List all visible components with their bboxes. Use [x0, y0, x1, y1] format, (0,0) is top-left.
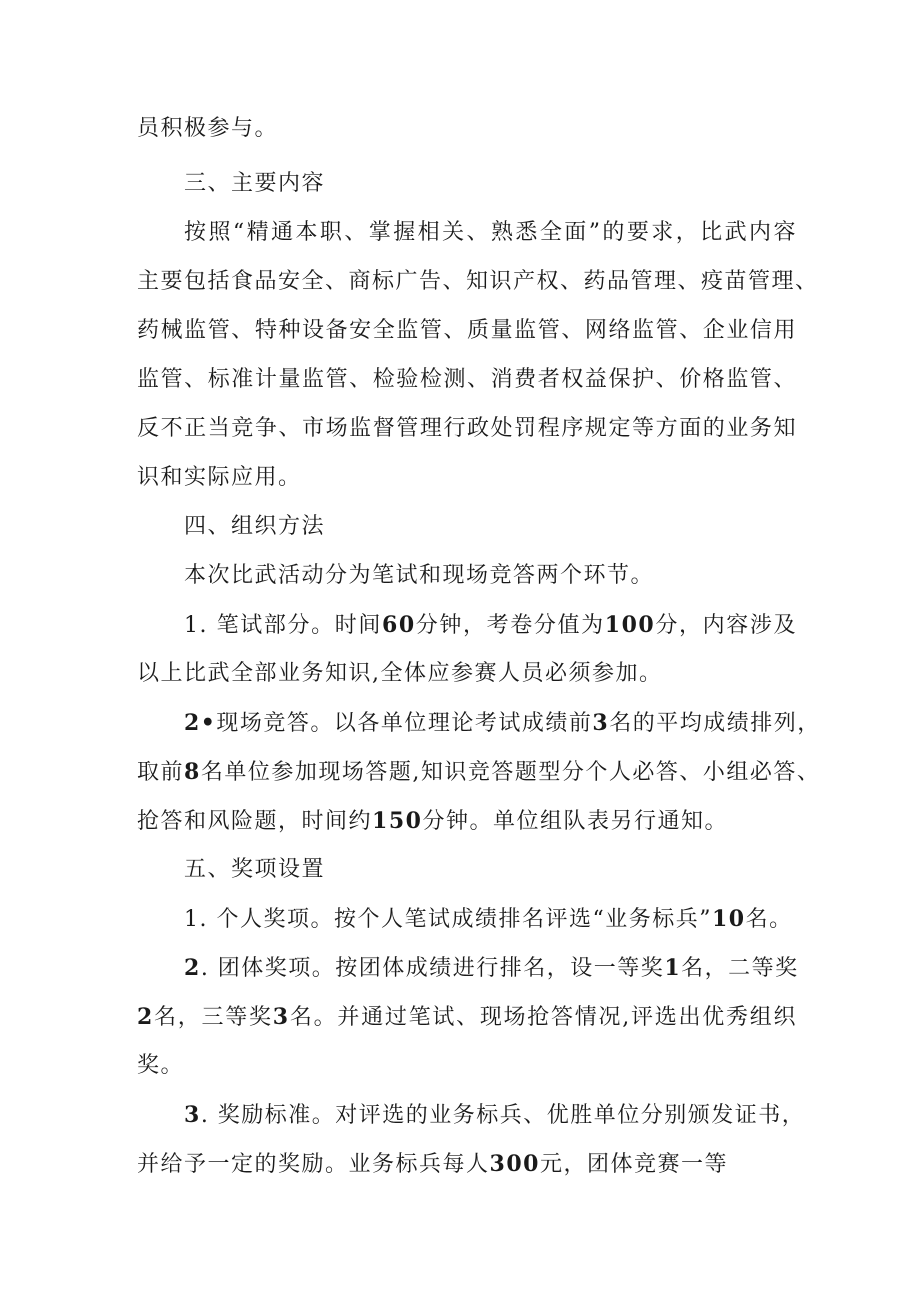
text-line [184, 561, 797, 591]
text-line [137, 1002, 797, 1032]
bold-number: 2 [137, 1004, 154, 1030]
bold-number: 3 [272, 1004, 290, 1030]
text-line [137, 806, 797, 836]
text: 识和实际应用。 [137, 465, 302, 490]
text-line [184, 1100, 806, 1130]
text: 以上比武全部业务知识,全体应参赛人员必须参加。 [137, 661, 663, 686]
text-line [137, 659, 797, 689]
bold-number: 60 [382, 612, 416, 638]
text-line [137, 114, 797, 144]
bold-number: 10 [711, 906, 746, 932]
text-line [184, 708, 821, 738]
text: . 团体奖项。按团体成绩进行排名，设一等奖 [200, 956, 665, 981]
heading-text: 三、主要内容 [184, 171, 326, 196]
bold-number: 150 [372, 808, 423, 834]
text: 名单位参加现场答题,知识竞答题型分个人必答、小组必答、 [200, 760, 821, 785]
text-line [137, 414, 797, 444]
text: 名，二等奖 [681, 956, 799, 981]
section-heading [184, 855, 797, 885]
text: 按照“精通本职、掌握相关、熟悉全面”的要求，比武内容 [184, 220, 797, 245]
bold-number: 1 [664, 955, 682, 981]
text: 取前 [137, 760, 185, 785]
text: 分钟。单位组队表另行通知。 [422, 809, 728, 834]
text-line [137, 365, 797, 395]
text: 奖。 [137, 1053, 185, 1078]
text: 分钟，考卷分值为 [415, 613, 605, 638]
text: 名。并通过笔试、现场抢答情况,评选出优秀组织 [289, 1005, 797, 1030]
text: 名。 [745, 907, 793, 932]
text: 分，内容涉及 [655, 613, 797, 638]
text-line [184, 953, 797, 983]
section-heading [184, 169, 797, 199]
bold-number: 3 [592, 710, 610, 736]
text-line [137, 316, 797, 346]
text-line [184, 610, 797, 640]
text-line [137, 267, 819, 297]
text: 员积极参与。 [137, 116, 279, 141]
bold-number: 8 [184, 759, 201, 785]
heading-text: 四、组织方法 [184, 514, 326, 539]
text: 现场竞答。以各单位理论考试成绩前 [216, 711, 593, 736]
text: 名，三等奖 [153, 1005, 273, 1030]
bold-number: 2• [184, 710, 217, 736]
text: 药械监管、特种设备安全监管、质量监管、网络监管、企业信用 [137, 318, 797, 343]
bold-number: 100 [604, 612, 656, 638]
text-line [137, 757, 821, 787]
text: 抢答和风险题，时间约 [137, 809, 373, 834]
heading-text: 五、奖项设置 [184, 857, 326, 882]
section-heading [184, 512, 797, 542]
text: 监管、标准计量监管、检验检测、消费者权益保护、价格监管、 [137, 367, 797, 392]
text: . 奖励标准。对评选的业务标兵、优胜单位分别颁发证书， [200, 1103, 806, 1128]
text-line [184, 904, 797, 934]
bold-number: 2 [184, 955, 201, 981]
text: 名的平均成绩排列， [609, 711, 821, 736]
text: 元，团体竞赛一等 [539, 1152, 728, 1177]
text: 主要包括食品安全、商标广告、知识产权、药品管理、疫苗管理、 [137, 269, 819, 294]
text-line [184, 218, 797, 248]
text: 反不正当竞争、市场监督管理行政处罚程序规定等方面的业务知 [137, 416, 797, 441]
text: 并给予一定的奖励。业务标兵每人 [137, 1152, 490, 1177]
text: 本次比武活动分为笔试和现场竞答两个环节。 [184, 563, 655, 588]
text-line [137, 463, 797, 493]
text-line [137, 1149, 797, 1179]
bold-number: 300 [489, 1151, 540, 1177]
text: 1. 笔试部分。时间 [184, 613, 383, 638]
bold-number: 3 [184, 1102, 201, 1128]
text-line [137, 1051, 797, 1081]
text: 1. 个人奖项。按个人笔试成绩排名评选“业务标兵” [184, 907, 712, 932]
